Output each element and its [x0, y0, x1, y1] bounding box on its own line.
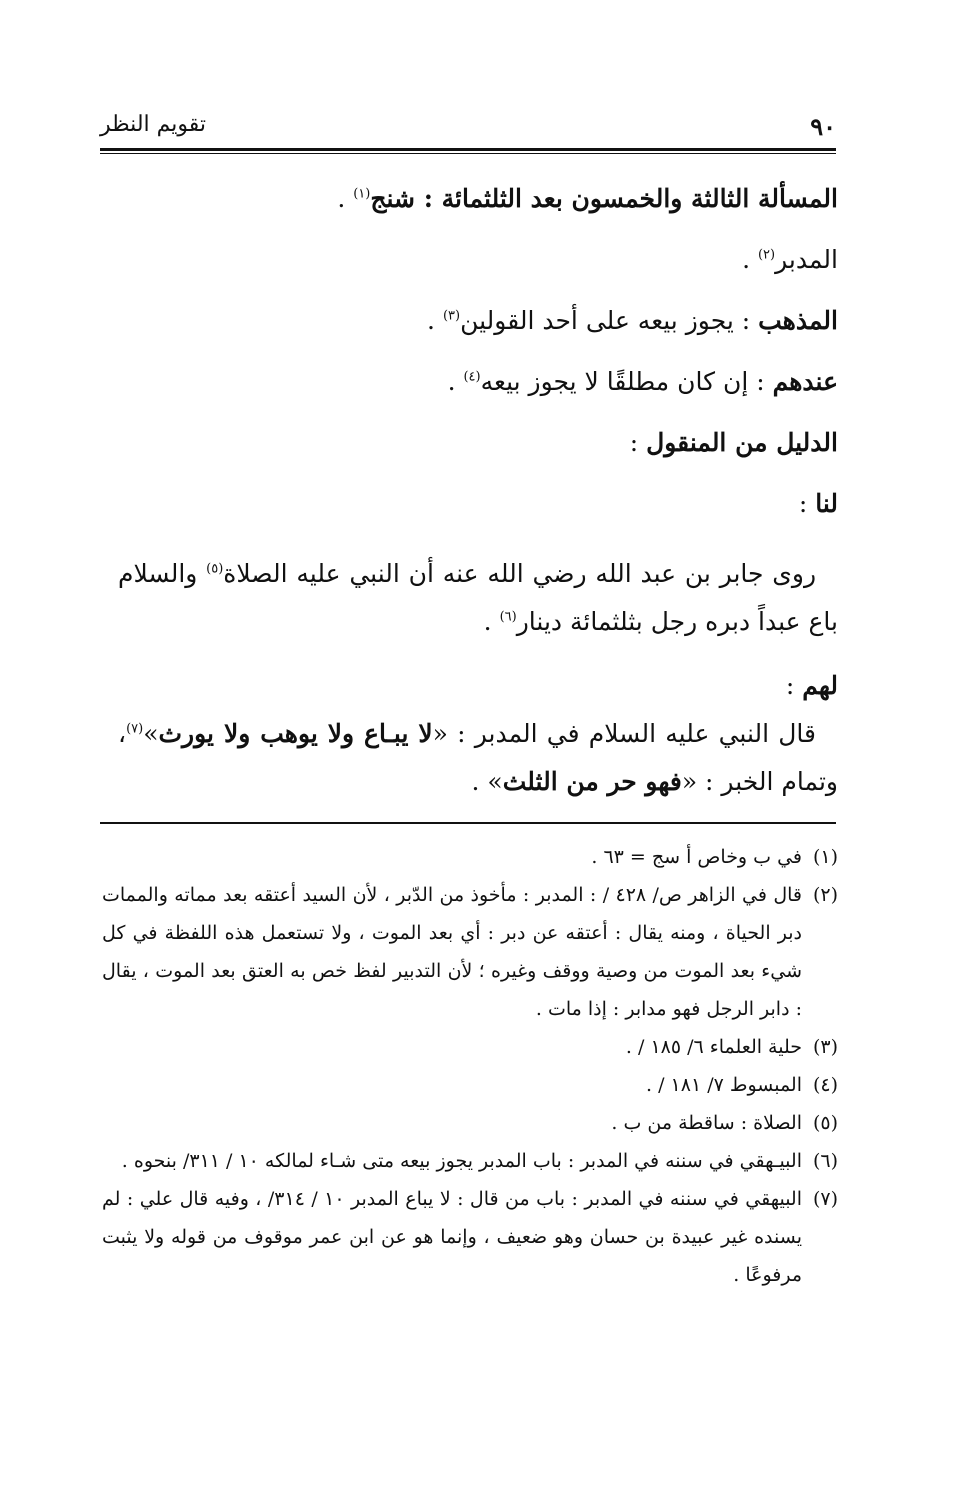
topic-text: المدبر	[775, 245, 838, 274]
header-rule-thin	[100, 153, 836, 154]
lana-end-2: .	[483, 607, 500, 636]
topic-line	[120, 229, 838, 290]
footnote-number: (٢)	[812, 884, 838, 906]
madhhab-end: .	[427, 306, 443, 335]
evidence-end: :	[629, 428, 647, 457]
footnote-ref-6: (٦)	[499, 609, 517, 625]
running-header	[100, 112, 836, 146]
footnote-6	[102, 1142, 838, 1180]
lana-heading	[120, 473, 838, 534]
lana-text-2: والسلام باع عبداً دبره رجل بثلثمائة دينار	[118, 559, 838, 636]
header-rule	[100, 148, 836, 151]
indahum-line	[120, 351, 838, 412]
indahum-text: : إن كان مطلقًا لا يجوز بيعه	[480, 367, 773, 396]
footnote-4	[102, 1066, 838, 1104]
lana-end: :	[798, 489, 816, 518]
evidence-heading-text: الدليل من المنقول	[646, 428, 838, 457]
footnote-ref-5: (٥)	[206, 561, 224, 577]
footnote-number: (٦)	[812, 1150, 838, 1172]
footnote-1	[102, 838, 838, 876]
lahum-paragraph	[118, 710, 838, 806]
lahum-text-2: »	[143, 719, 159, 748]
issue-heading	[120, 168, 838, 229]
footnote-3	[102, 1028, 838, 1066]
lahum-end: :	[785, 671, 803, 700]
footnote-7	[102, 1180, 838, 1294]
footnote-text: البيـهقي في سننه في المدبر : باب المدبر يجوز بيعه متى شـاء لمالكه ١٠ / ٣١١/ بنحوه .	[121, 1150, 802, 1172]
footnote-ref-4: (٤)	[463, 369, 481, 385]
lahum-label: لهم	[802, 671, 838, 700]
footnotes	[102, 838, 838, 1294]
lahum-text-4: » .	[471, 767, 503, 796]
lana-label: لنا	[815, 489, 838, 518]
footnote-ref-2: (٢)	[757, 247, 776, 263]
evidence-heading	[120, 412, 838, 473]
footnote-ref-3: (٣)	[442, 308, 461, 324]
footnote-number: (٣)	[812, 1036, 838, 1058]
footnote-ref-7: (٧)	[126, 721, 144, 737]
indahum-label: عندهم	[772, 367, 838, 396]
lahum-heading	[120, 655, 838, 716]
topic-end: .	[742, 245, 758, 274]
main-text	[120, 168, 838, 534]
heading-end: .	[337, 184, 354, 213]
lana-text-1: روى جابر بن عبد الله رضي الله عنه أن النبي عليه الصلاة	[223, 559, 817, 588]
lahum-text-3: ، وتمام الخبر : «	[118, 719, 838, 796]
footnote-text: المبسوط ٧/ ١٨١ / .	[646, 1074, 802, 1096]
footnote-number: (١)	[812, 846, 838, 868]
lana-paragraph	[118, 550, 838, 646]
footnote-number: (٧)	[812, 1188, 838, 1210]
lahum-heading-block	[120, 655, 838, 716]
footnote-text: حلية العلماء ٦/ ١٨٥ / .	[625, 1036, 802, 1058]
footnote-text: الصلاة : ساقطة من ب .	[611, 1112, 802, 1134]
page-number: ٩٠	[810, 112, 836, 141]
footnote-2	[102, 876, 838, 1028]
madhhab-text: : يجوز بيعه على أحد القولين	[460, 306, 759, 335]
footnote-text: البيهقي في سننه في المدبر : باب من قال : لا يباع المدبر ١٠ / ٣١٤/ ، وفيه قال علي : لم يسنده غير عبيدة بن حسان وهو ضعيف ، وإنما هو عن ابن عمر موقوف من قوله ولا يثبت مرفوعًا .	[102, 1188, 802, 1286]
book-title: تقويم النظر	[100, 112, 207, 137]
lahum-hadith-2: فهو حر من الثلث	[502, 767, 682, 796]
footnote-text: قال في الزاهر ص/ ٤٢٨ / : المدبر : مأخوذ من الدّبر ، لأن السيد أعتقه بعد مماته والممات دبر الحياة ، ومنه يقال : أعتقه عن دبر : أي بعد الموت ، ولا تستعمل هذه اللفظة في كل شيء بعد الموت من وصية ووقف وغيره ؛ لأن التدبير لفظ خص به العتق بعد الموت ، يقال : دابر الرجل فهو مدابر : إذا مات .	[102, 884, 803, 1020]
footnote-ref-1: (١)	[353, 186, 371, 202]
footnote-number: (٤)	[812, 1074, 838, 1096]
footnote-text: في ب وخاص أ سج = ٦٣ .	[591, 846, 802, 868]
lahum-hadith-1: لا يبـاع ولا يوهب ولا يورث	[158, 719, 433, 748]
footnote-5	[102, 1104, 838, 1142]
issue-heading-text: المسألة الثالثة والخمسون بعد الثلثمائة : شنج	[370, 184, 838, 213]
madhhab-line	[120, 290, 838, 351]
footnote-separator	[100, 822, 836, 824]
footnote-number: (٥)	[812, 1112, 838, 1134]
indahum-end: .	[447, 367, 464, 396]
madhhab-label: المذهب	[758, 306, 838, 335]
lahum-text-1: قال النبي عليه السلام في المدبر : «	[432, 719, 816, 748]
